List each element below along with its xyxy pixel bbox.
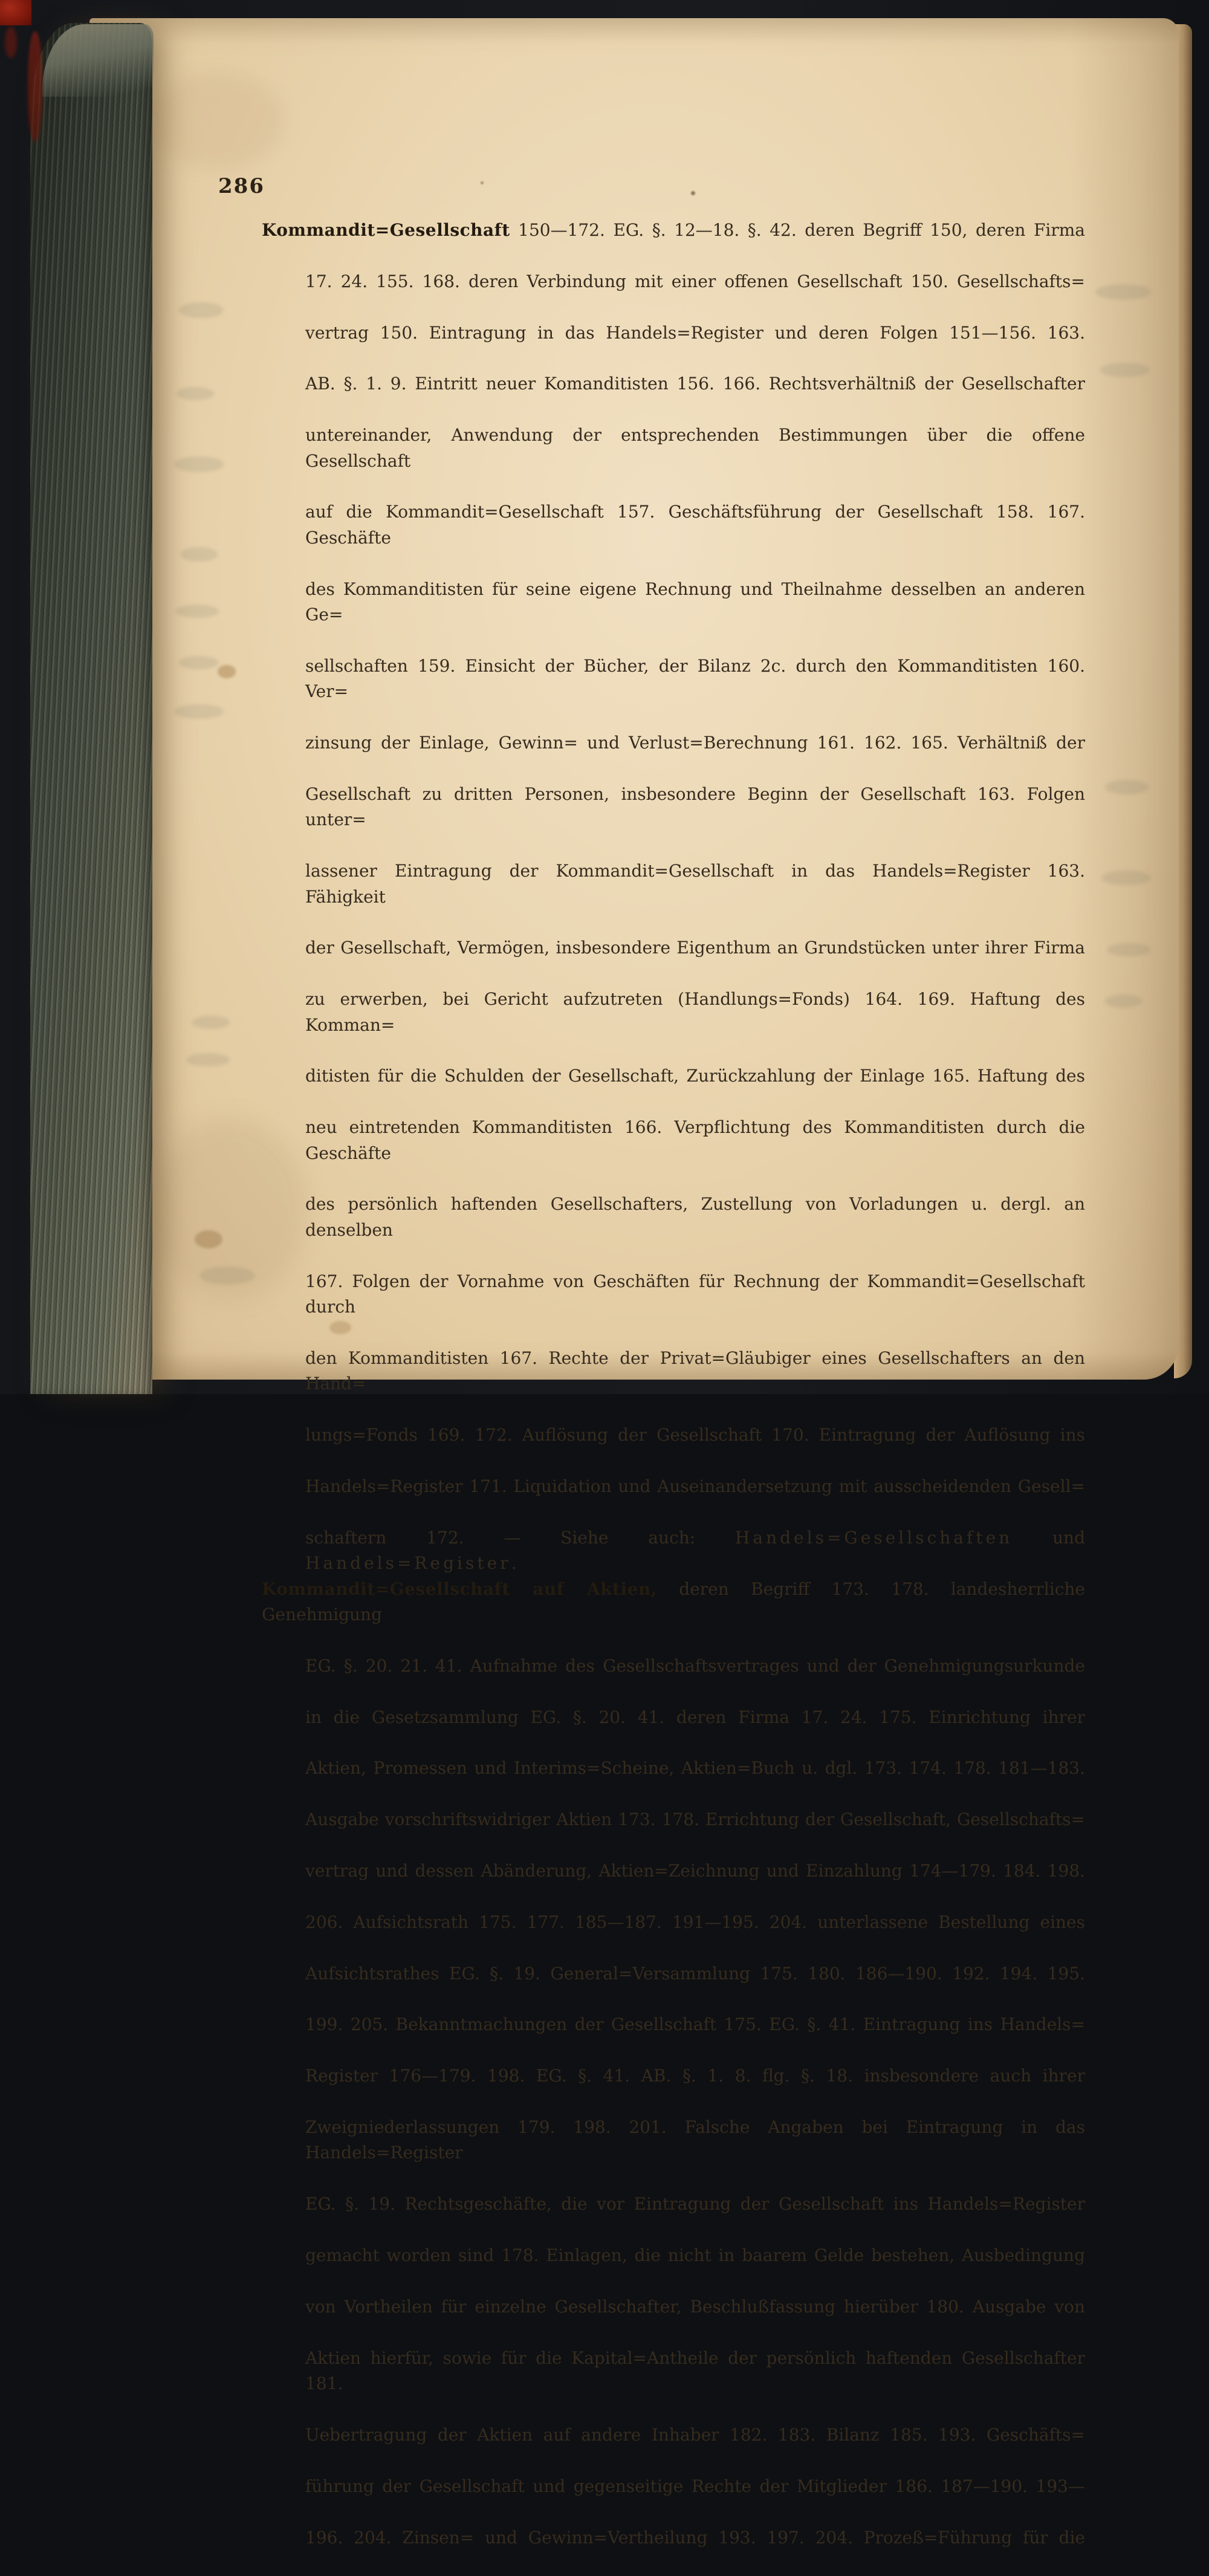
index-line: Aktien hierfür, sowie für die Kapital=Antheile der persönlich haftenden Gesellschafter 181. <box>305 2347 1085 2394</box>
red-paint-mark <box>5 27 17 58</box>
page-number: 286 <box>218 174 265 198</box>
index-line: Kommandit=Gesellschaft 150—172. EG. §. 12—18. §. 42. deren Begriff 150, deren Firma <box>262 220 1085 240</box>
stain <box>151 73 284 169</box>
index-line: Handels=Register 171. Liquidation und Auseinandersetzung mit ausscheidenden Gesell= <box>305 1476 1085 1496</box>
stain <box>218 665 236 678</box>
index-entry <box>262 218 1085 1577</box>
index-line: auf die Kommandit=Gesellschaft 157. Geschäftsführung der Gesellschaft 158. 167. Geschäfte <box>305 502 1085 548</box>
index-line: führung der Gesellschaft und gegenseitige Rechte der Mitglieder 186. 187—190. 193— <box>305 2476 1085 2496</box>
index-line: in die Gesetzsammlung EG. §. 20. 41. deren Firma 17. 24. 175. Einrichtung ihrer <box>305 1707 1085 1727</box>
ghost-smudge <box>180 547 218 562</box>
index-line: Uebertragung der Aktien auf andere Inhaber 182. 183. Bilanz 185. 193. Geschäfts= <box>305 2424 1085 2445</box>
index-line: EG. §. 19. Rechtsgeschäfte, die vor Eintragung der Gesellschaft ins Handels=Register <box>305 2194 1085 2214</box>
index-line: von Vortheilen für einzelne Gesellschafter, Beschlußfassung hierüber 180. Ausgabe von <box>305 2296 1085 2317</box>
index-line: schaftern 172. — Siehe auch: Handels=Gesellschaften und Handels=Register. <box>305 1527 1086 1574</box>
ghost-smudge <box>1101 871 1151 885</box>
red-paint-mark <box>0 0 31 25</box>
ghost-smudge <box>192 1016 230 1029</box>
index-line: Aufsichtsrathes EG. §. 19. General=Versammlung 175. 180. 186—190. 192. 194. 195. <box>305 1963 1085 1984</box>
index-line: Ausgabe vorschriftswidriger Aktien 173. 178. Errichtung der Gesellschaft, Gesellschafts= <box>305 1809 1085 1830</box>
ghost-smudge <box>1105 780 1149 794</box>
index-line: gemacht worden sind 178. Einlagen, die nicht in baarem Gelde bestehen, Ausbedingung <box>305 2245 1085 2266</box>
index-line: Gesellschaft zu dritten Personen, insbesondere Beginn der Gesellschaft 163. Folgen unter= <box>305 784 1085 830</box>
ghost-smudge <box>186 1053 230 1066</box>
index-line: den Kommanditisten 167. Rechte der Privat=Gläubiger eines Gesellschafters an den Hand= <box>305 1348 1085 1394</box>
ghost-smudge <box>179 656 219 669</box>
index-line: Register 176—179. 198. EG. §. 41. AB. §. 1. 8. flg. §. 18. insbesondere auch ihrer <box>305 2066 1085 2086</box>
ghost-smudge <box>174 704 224 719</box>
index-line: vertrag und dessen Abänderung, Aktien=Zeichnung und Einzahlung 174—179. 184. 198. <box>305 1861 1085 1881</box>
red-paint-mark <box>28 31 42 141</box>
ghost-smudge <box>1107 943 1151 956</box>
ghost-smudge <box>174 456 224 472</box>
index-line: 206. Aufsichtsrath 175. 177. 185—187. 191—195. 204. unterlassene Bestellung eines <box>305 1912 1085 1932</box>
index-line: lungs=Fonds 169. 172. Auflösung der Gesellschaft 170. Eintragung der Auflösung ins <box>305 1425 1085 1445</box>
index-term: Kommandit=Gesellschaft auf Aktien, <box>262 1578 658 1599</box>
index-line: 196. 204. Zinsen= und Gewinn=Vertheilung 193. 197. 204. Prozeß=Führung für die <box>305 2527 1085 2548</box>
index-line: lassener Eintragung der Kommandit=Gesellschaft in das Handels=Register 163. Fähigkeit <box>305 861 1085 907</box>
index-line: Aktien, Promessen und Interims=Scheine, Aktien=Buch u. dgl. 173. 174. 178. 181—183. <box>305 1758 1085 1779</box>
index-line: ditisten für die Schulden der Gesellschaft, Zurückzahlung der Einlage 165. Haftung des <box>305 1066 1085 1086</box>
book-spine-pages <box>30 23 152 1394</box>
ghost-smudge <box>175 605 219 618</box>
letterspaced-text: Handels=Gesellschaften <box>734 1527 1013 1548</box>
ghost-smudge <box>179 302 224 318</box>
stain <box>329 1321 351 1334</box>
ghost-smudge <box>1100 363 1150 377</box>
index-line: EG. §. 20. 21. 41. Aufnahme des Gesellschaftsvertrages und der Genehmigungsurkunde <box>305 1655 1085 1676</box>
index-line: Zweigniederlassungen 179. 198. 201. Falsche Angaben bei Eintragung in das Handels=Register <box>305 2117 1085 2163</box>
letterspaced-text: Handels=Register <box>305 1553 511 1574</box>
index-line: 199. 205. Bekanntmachungen der Gesellschaft 175. EG. §. 41. Eintragung ins Handels= <box>305 2014 1085 2035</box>
index-line: zinsung der Einlage, Gewinn= und Verlust=Berechnung 161. 162. 165. Verhältniß der <box>305 733 1085 753</box>
index-line: des persönlich haftenden Gesellschafters, Zustellung von Vorladungen u. dergl. an denselben <box>305 1194 1085 1240</box>
index-line: AB. §. 1. 9. Eintritt neuer Komanditisten 156. 166. Rechtsverhältniß der Gesellschafter <box>305 374 1085 394</box>
ink-speck <box>481 181 484 184</box>
index-line: sellschaften 159. Einsicht der Bücher, der Bilanz 2c. durch den Kommanditisten 160. Ver= <box>305 655 1085 702</box>
index-line: zu erwerben, bei Gericht aufzutreten (Handlungs=Fonds) 164. 169. Haftung des Komman= <box>305 989 1085 1035</box>
index-line: 167. Folgen der Vornahme von Geschäften für Rechnung der Kommandit=Gesellschaft durch <box>305 1271 1085 1317</box>
index-entries <box>262 218 1085 2576</box>
index-line: des Kommanditisten für seine eigene Rechnung und Theilnahme desselben an anderen Ge= <box>305 579 1085 625</box>
index-line: 17. 24. 155. 168. deren Verbindung mit einer offenen Gesellschaft 150. Gesellschafts= <box>305 271 1085 291</box>
index-entry <box>262 1577 1085 2576</box>
ghost-smudge <box>199 1267 255 1285</box>
ink-speck <box>691 191 695 195</box>
ghost-smudge <box>1095 284 1151 300</box>
index-line: untereinander, Anwendung der entsprechenden Bestimmungen über die offene Gesellschaft <box>305 425 1085 471</box>
index-line: neu eintretenden Kommanditisten 166. Verpflichtung des Kommanditisten durch die Geschäfte <box>305 1117 1085 1163</box>
ghost-smudge <box>177 387 214 400</box>
index-line: vertrag 150. Eintragung in das Handels=Register und deren Folgen 151—156. 163. <box>305 322 1085 343</box>
index-term: Kommandit=Gesellschaft <box>262 220 510 240</box>
index-line: Kommandit=Gesellschaft auf Aktien, deren Begriff 173. 178. landesherrliche Genehmigung <box>262 1578 1085 1624</box>
ghost-smudge <box>1105 994 1143 1008</box>
index-line: der Gesellschaft, Vermögen, insbesondere Eigenthum an Grundstücken unter ihrer Firma <box>305 938 1085 958</box>
